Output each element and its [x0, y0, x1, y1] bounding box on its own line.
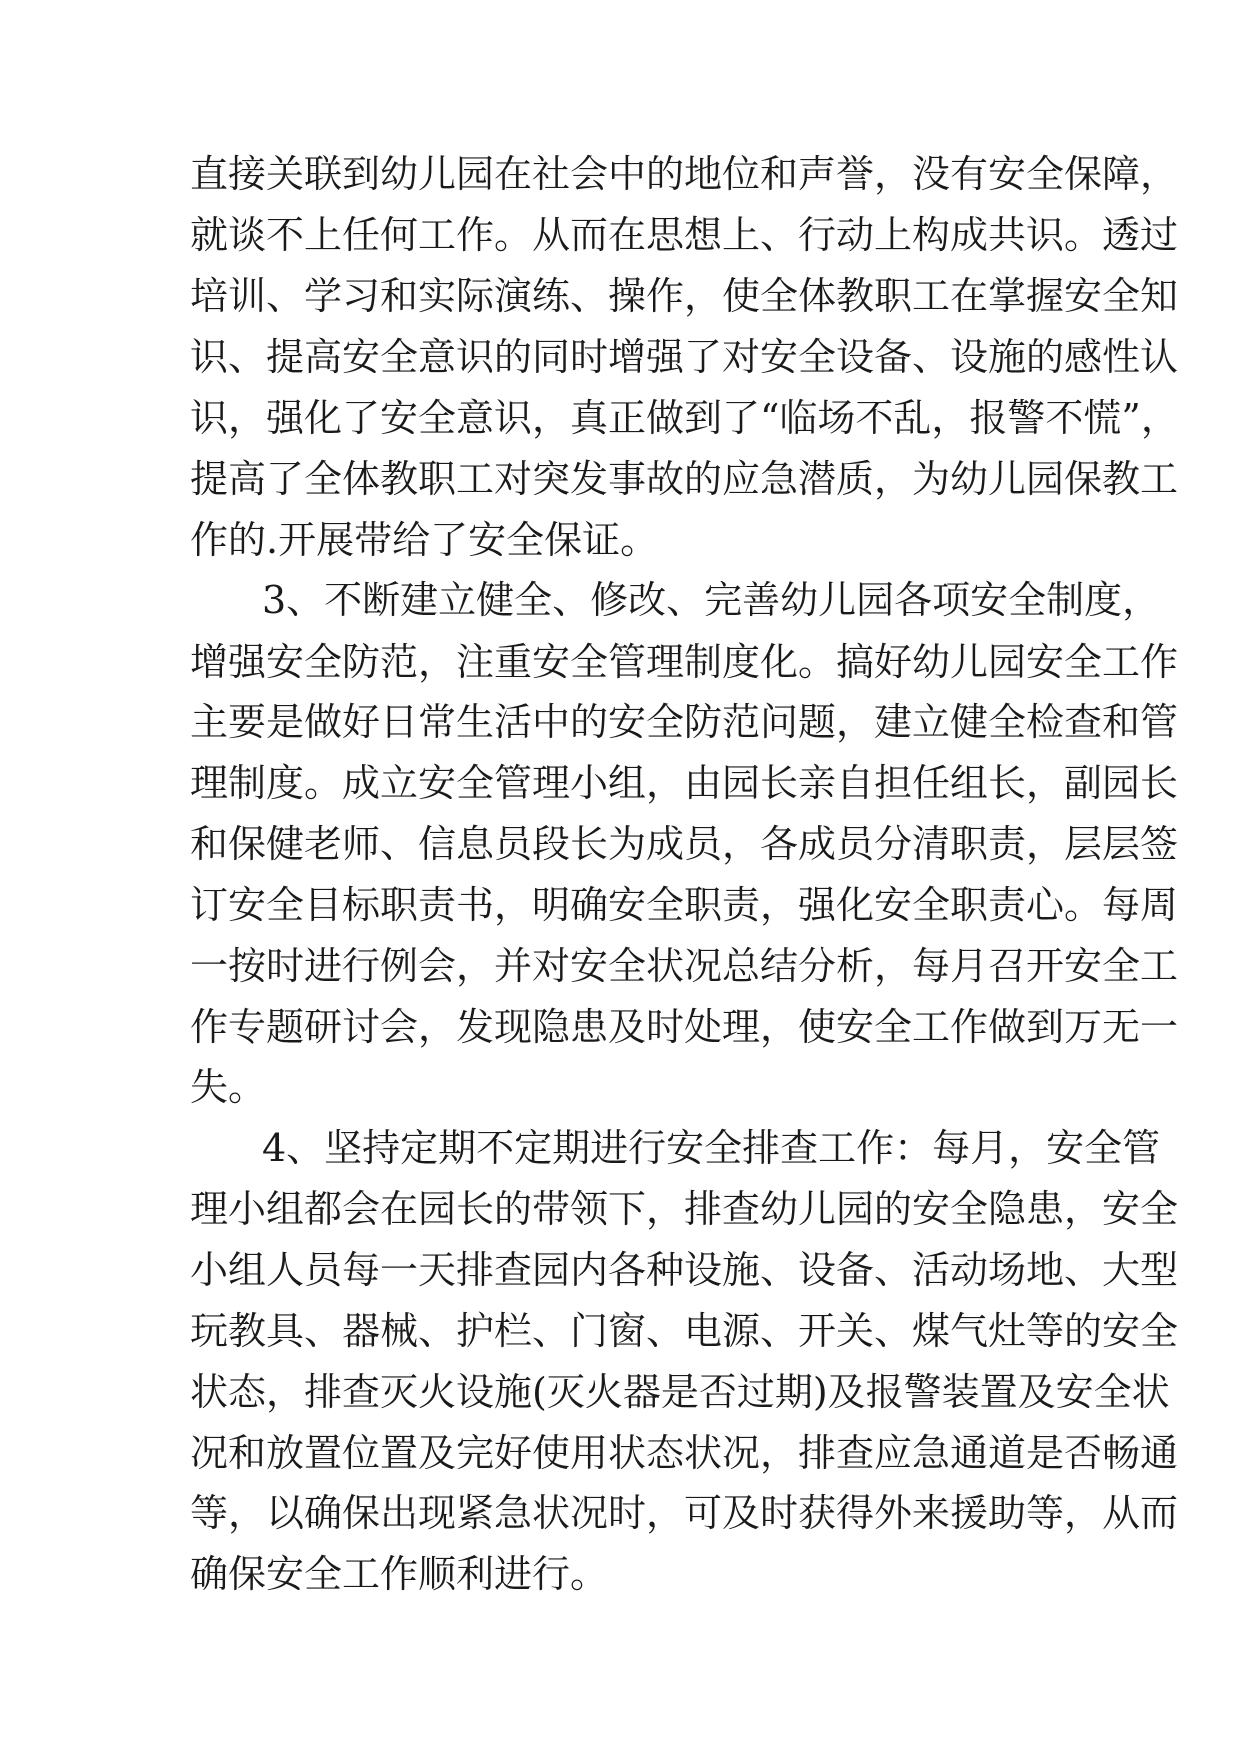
- text-line: 理小组都会在园长的带领下，排查幼儿园的安全隐患，安全: [190, 1187, 1179, 1231]
- paragraph-4-first-line: 4、坚持定期不定期进行安全排查工作：每月，安全管: [262, 1126, 1161, 1170]
- text-line: 和保健老师、信息员段长为成员，各成员分清职责，层层签: [190, 822, 1179, 866]
- text-line: 小组人员每一天排查园内各种设施、设备、活动场地、大型: [190, 1248, 1179, 1292]
- text-line: 作专题研讨会，发现隐患及时处理，使安全工作做到万无一: [190, 1005, 1179, 1049]
- text-line: 主要是做好日常生活中的安全防范问题，建立健全检查和管: [190, 700, 1179, 744]
- text-line: 增强安全防范，注重安全管理制度化。搞好幼儿园安全工作: [190, 640, 1179, 684]
- text-line: 一按时进行例会，并对安全状况总结分析，每月召开安全工: [190, 944, 1179, 988]
- text-line: 状态，排查灭火设施(灭火器是否过期)及报警装置及安全状: [190, 1370, 1170, 1414]
- text-line: 玩教具、器械、护栏、门窗、电源、开关、煤气灶等的安全: [190, 1309, 1179, 1353]
- text-line: 识，强化了安全意识，真正做到了“临场不乱，报警不慌”，: [190, 396, 1179, 440]
- text-line: 直接关联到幼儿园在社会中的地位和声誉，没有安全保障，: [190, 152, 1179, 196]
- text-line: 确保安全工作顺利进行。: [190, 1552, 609, 1596]
- text-line: 订安全目标职责书，明确安全职责，强化安全职责心。每周: [190, 883, 1179, 927]
- text-line: 理制度。成立安全管理小组，由园长亲自担任组长，副园长: [190, 761, 1179, 805]
- text-line: 况和放置位置及完好使用状态状况，排查应急通道是否畅通: [190, 1431, 1179, 1475]
- text-line: 提高了全体教职工对突发事故的应急潜质，为幼儿园保教工: [190, 457, 1179, 501]
- text-line: 培训、学习和实际演练、操作，使全体教职工在掌握安全知: [190, 274, 1179, 318]
- text-line: 等，以确保出现紧急状况时，可及时获得外来援助等，从而: [190, 1491, 1179, 1535]
- paragraph-3-first-line: 3、不断建立健全、修改、完善幼儿园各项安全制度，: [262, 578, 1161, 622]
- text-line: 失。: [190, 1065, 267, 1109]
- text-line: 作的.开展带给了安全保证。: [190, 518, 659, 562]
- text-line: 识、提高安全意识的同时增强了对安全设备、设施的感性认: [190, 335, 1179, 379]
- text-line: 就谈不上任何工作。从而在思想上、行动上构成共识。透过: [190, 213, 1179, 257]
